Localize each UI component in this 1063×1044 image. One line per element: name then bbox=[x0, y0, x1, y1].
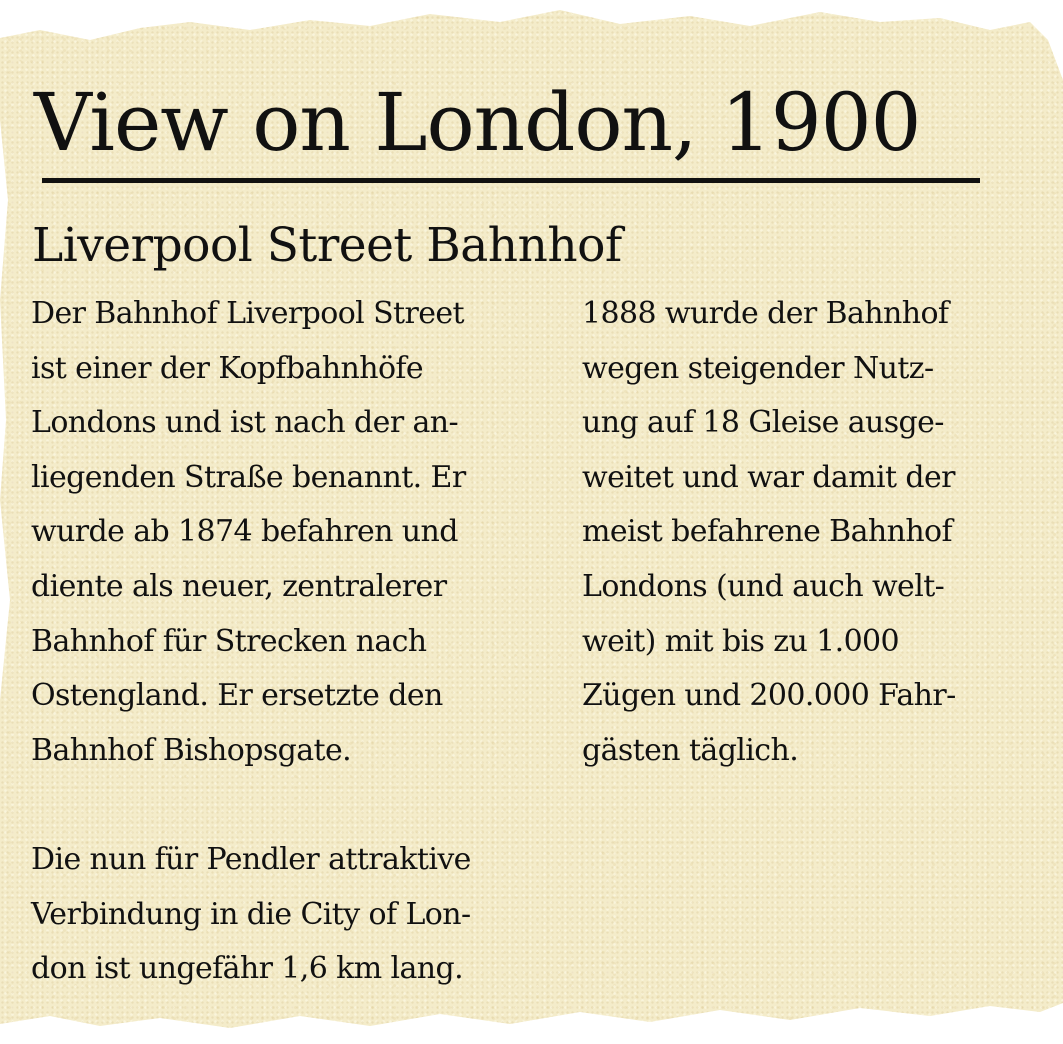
text-line: Londons (und auch welt- bbox=[582, 568, 945, 604]
text-line: ist einer der Kopfbahnhöfe bbox=[31, 350, 424, 386]
text-line: weit) mit bis zu 1.000 bbox=[582, 623, 900, 659]
section-heading: Liverpool Street Bahnhof bbox=[32, 218, 622, 273]
text-line: 1888 wurde der Bahnhof bbox=[582, 296, 949, 331]
text-line: wegen steigender Nutz- bbox=[582, 350, 934, 386]
paragraph-2 bbox=[31, 833, 581, 997]
text-line: weitet und war damit der bbox=[582, 459, 955, 495]
text-line: Die nun für Pendler attraktive bbox=[31, 841, 471, 877]
paragraph-gap bbox=[31, 778, 581, 833]
text-line: ung auf 18 Gleise ausge- bbox=[582, 405, 944, 441]
text-line: diente als neuer, zentralerer bbox=[31, 568, 447, 604]
right-column bbox=[582, 287, 1052, 778]
text-line: Der Bahnhof Liverpool Street bbox=[31, 296, 465, 331]
text-line: gästen täglich. bbox=[582, 732, 799, 768]
text-line: Zügen und 200.000 Fahr- bbox=[582, 678, 956, 714]
text-line: Londons und ist nach der an- bbox=[31, 405, 459, 441]
page-title: View on London, 1900 bbox=[34, 76, 921, 169]
paragraph-3 bbox=[582, 287, 1052, 778]
text-line: Bahnhof für Strecken nach bbox=[31, 623, 427, 659]
paragraph-1 bbox=[31, 287, 581, 778]
title-underline bbox=[42, 178, 980, 183]
text-line: liegenden Straße benannt. Er bbox=[31, 459, 466, 495]
text-line: don ist ungefähr 1,6 km lang. bbox=[31, 951, 464, 987]
text-line: Verbindung in die City of Lon- bbox=[31, 896, 471, 932]
text-line: meist befahrene Bahnhof bbox=[582, 514, 953, 550]
text-line: Ostengland. Er ersetzte den bbox=[31, 678, 443, 714]
left-column bbox=[31, 287, 581, 997]
text-line: Bahnhof Bishopsgate. bbox=[31, 732, 352, 768]
text-line: wurde ab 1874 befahren und bbox=[31, 514, 458, 550]
